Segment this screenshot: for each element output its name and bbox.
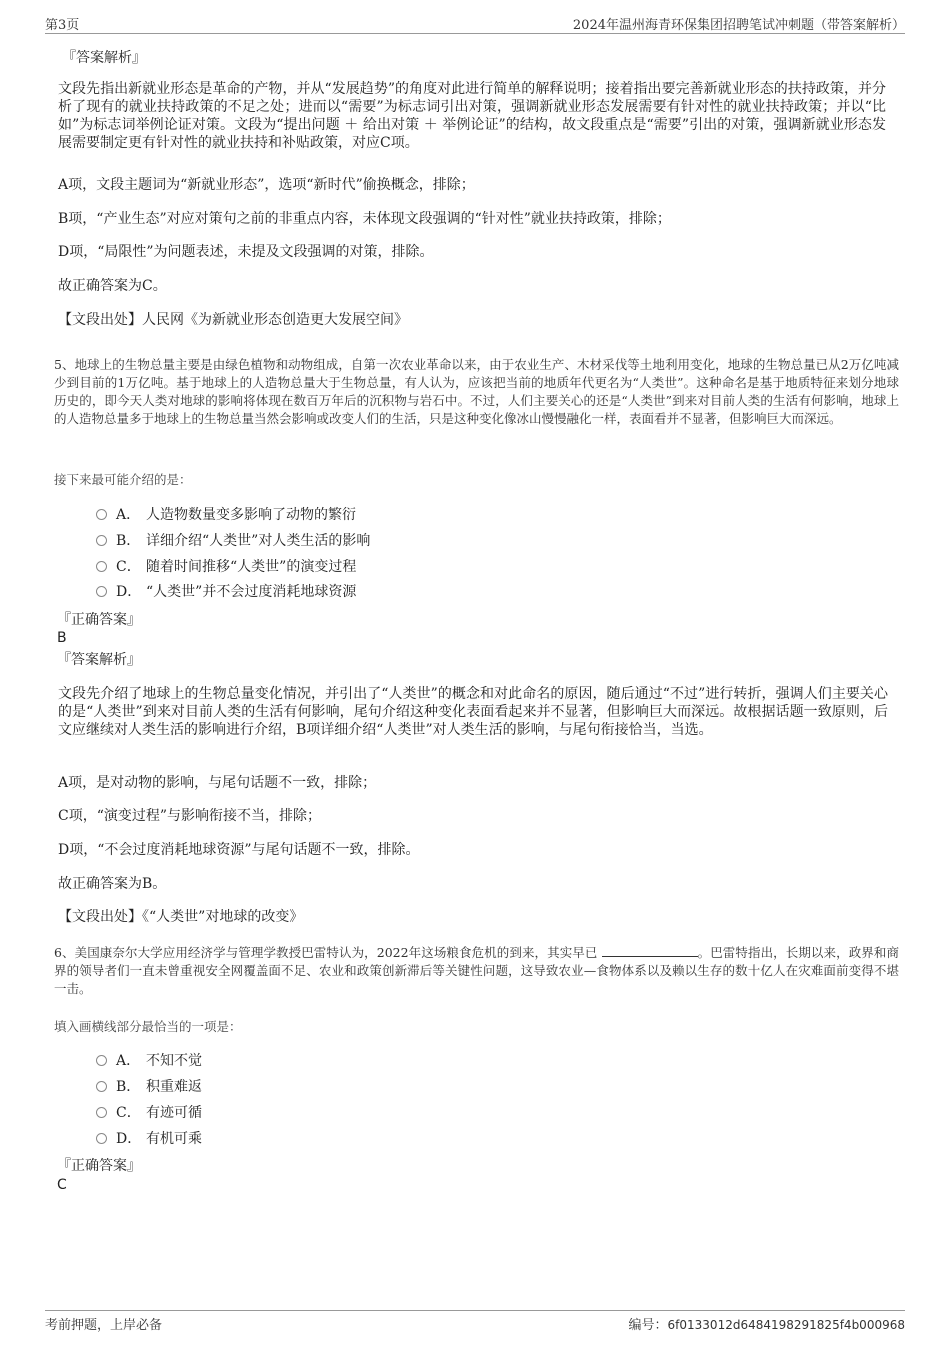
q6-option-b[interactable] (96, 1077, 202, 1097)
analysis-label: 『答案解析』 (57, 652, 141, 668)
analysis-option-d: D项，“局限性”为问题表述，未提及文段强调的对策，排除。 (58, 244, 434, 260)
analysis-text: 文段先介绍了地球上的生物总量变化情况，并引出了“人类世”的概念和对此命名的原因，随后通过“不过”进行转折，强调人们主要关心的是“人类世”到来对目前人类的生活有何影响，尾句介绍这种变化表面看起来并不显著，但影响巨大而深远。故根据话题一致原则，后文应继续对人类生活的影响进行介绍，B项详细介绍“人类世”对人类生活的影响，与尾句衔接恰当，当选。 (58, 686, 888, 738)
correct-answer-label: 『正确答案』 (57, 1158, 141, 1174)
q6-option-a[interactable] (96, 1051, 202, 1071)
question-6-prompt: 填入画横线部分最恰当的一项是： (54, 1019, 242, 1034)
stem-after-blank: 。巴雷特指出，长期以来，政界和商界的领导者们一直未曾重视安全网覆盖面不足、农业和政策创新滞后等关键性问题，这导致农业—食物体系以及赖以生存的数十亿人在灾难面前变得不堪一击。 (54, 945, 899, 996)
footer-slogan: 考前押题，上岸必备 (45, 1318, 163, 1333)
radio-icon[interactable] (96, 509, 107, 520)
source-citation: 【文段出处】人民网《为新就业形态创造更大发展空间》 (58, 312, 408, 328)
correct-answer-label: 『正确答案』 (57, 612, 141, 628)
option-letter: D． (116, 1131, 142, 1147)
question-6-stem (54, 944, 899, 998)
question-5-prompt: 接下来最可能介绍的是： (54, 472, 192, 487)
fill-in-blank (602, 944, 698, 957)
radio-icon[interactable] (96, 1107, 107, 1118)
page-number: 第3页 (45, 18, 80, 33)
option-letter: B． (116, 1079, 141, 1095)
analysis-conclusion: 故正确答案为B。 (58, 876, 167, 892)
radio-icon[interactable] (96, 586, 107, 597)
option-text: 人造物数量变多影响了动物的繁衍 (146, 507, 356, 523)
correct-answer: B (57, 630, 67, 646)
analysis-text: 文段先指出新就业形态是革命的产物，并从“发展趋势”的角度对此进行简单的解释说明；接着指出要完善新就业形态的扶持政策，并分析了现有的就业扶持政策的不足之处；进而以“需要”为标志词引出对策，强调新就业形态发展需要有针对性的就业扶持政策；并以“比如”为标志词举例论证对策。文段为“提出问题 ＋ 给出对策 ＋ 举例论证”的结构，故文段重点是“需要”引出的对策，强调新就业形态发展需要制定更有针对性的就业扶持和补贴政策，对应C项。 (58, 81, 886, 151)
radio-icon[interactable] (96, 535, 107, 546)
q5-option-b[interactable] (96, 531, 370, 551)
analysis-conclusion: 故正确答案为C。 (58, 278, 167, 294)
option-text: 积重难返 (146, 1079, 202, 1095)
q6-option-d[interactable] (96, 1129, 202, 1149)
q6-option-c[interactable] (96, 1103, 202, 1123)
analysis-option-a: A项，是对动物的影响，与尾句话题不一致，排除； (58, 775, 377, 791)
correct-answer: C (57, 1177, 67, 1193)
option-letter: D． (116, 584, 142, 600)
stem-before-blank: 6、美国康奈尔大学应用经济学与管理学教授巴雷特认为，2022年这场粮食危机的到来，其实早已 (54, 945, 598, 960)
q5-option-a[interactable] (96, 505, 356, 525)
radio-icon[interactable] (96, 1081, 107, 1092)
question-5-stem: 5、地球上的生物总量主要是由绿色植物和动物组成，自第一次农业革命以来，由于农业生产、木材采伐等土地利用变化，地球的生物总量已从2万亿吨减少到目前的1万亿吨。基于地球上的人造物总量大于生物总量，有人认为，应该把当前的地质年代更名为“人类世”。这种命名是基于地质特征来划分地球历史的，即今天人类对地球的影响将体现在数百万年后的沉积物与岩石中。不过，人们主要关心的还是“人类世”到来对目前人类的生活有何影响，地球上的人造物总量多于地球上的生物总量当然会影响或改变人们的生活，只是这种变化像冰山慢慢融化一样，表面看并不显著，但影响巨大而深远。 (54, 357, 899, 426)
option-text: 有机可乘 (146, 1131, 202, 1147)
option-text: 不知不觉 (146, 1053, 202, 1069)
q5-option-c[interactable] (96, 557, 356, 577)
document-title: 2024年温州海青环保集团招聘笔试冲刺题（带答案解析） (572, 18, 905, 33)
option-text: 有迹可循 (146, 1105, 202, 1121)
page-footer (45, 1314, 905, 1334)
q5-option-d[interactable] (96, 582, 356, 602)
option-letter: B． (116, 533, 141, 549)
analysis-option-d: D项，“不会过度消耗地球资源”与尾句话题不一致，排除。 (58, 842, 420, 858)
footer-divider (45, 1310, 905, 1311)
option-text: “人类世”并不会过度消耗地球资源 (146, 584, 357, 600)
serial-label: 编号： (628, 1318, 668, 1333)
page-header (45, 14, 905, 34)
analysis-label: 『答案解析』 (62, 50, 146, 66)
analysis-option-b: B项，“产业生态”对应对策句之前的非重点内容，未体现文段强调的“针对性”就业扶持政策，排除； (58, 211, 671, 227)
header-divider (45, 33, 905, 34)
option-letter: A． (116, 1053, 141, 1069)
radio-icon[interactable] (96, 1055, 107, 1066)
serial-number (629, 1314, 905, 1333)
source-citation: 【文段出处】《“人类世”对地球的改变》 (58, 909, 304, 925)
option-letter: C． (116, 1105, 141, 1121)
analysis-option-c: C项，“演变过程”与影响衔接不当，排除； (58, 808, 322, 824)
option-letter: A． (116, 507, 141, 523)
analysis-option-a: A项，文段主题词为“新就业形态”，选项“新时代”偷换概念，排除； (58, 177, 475, 193)
option-text: 详细介绍“人类世”对人类生活的影响 (146, 533, 371, 549)
serial-value: 6f0133012d6484198291825f4b000968 (667, 1318, 905, 1332)
option-letter: C． (116, 559, 141, 575)
radio-icon[interactable] (96, 561, 107, 572)
option-text: 随着时间推移“人类世”的演变过程 (146, 559, 357, 575)
radio-icon[interactable] (96, 1133, 107, 1144)
